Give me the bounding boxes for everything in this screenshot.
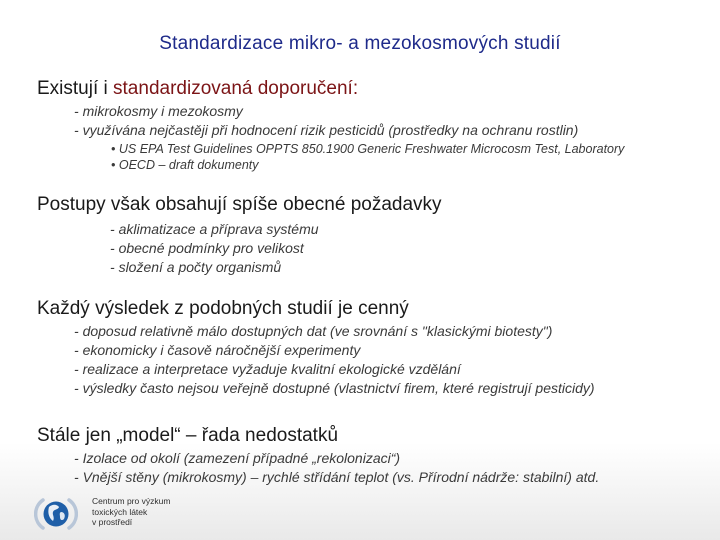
sublist-item: • US EPA Test Guidelines OPPTS 850.1900 Generic Freshwater Microcosm Test, Laboratory <box>111 141 624 157</box>
list-item: - obecné podmínky pro velikost <box>110 239 319 258</box>
section-heading-accent: standardizovaná doporučení: <box>113 78 359 99</box>
list-item: - realizace a interpretace vyžaduje kvalitní ekologické vzdělání <box>74 360 595 379</box>
slide-title: Standardizace mikro- a mezokosmových studií <box>159 33 561 54</box>
section-heading-model: Stále jen „model“ – řada nedostatků <box>37 425 339 446</box>
list-item: - doposud relativně málo dostupných dat (ve srovnání s "klasickými biotesty") <box>74 322 595 341</box>
logo-text-line: toxických látek <box>92 506 148 517</box>
logo-text-line: Centrum pro výzkum <box>92 496 171 506</box>
list-item: - složení a počty organismů <box>110 258 319 277</box>
sublist-item: • OECD – draft dokumenty <box>111 157 624 173</box>
section-heading-procedures: Postupy však obsahují spíše obecné požadavky <box>37 194 442 215</box>
section-list-results <box>74 322 595 398</box>
list-item: - ekonomicky i časově náročnější experimenty <box>74 341 595 360</box>
section-heading-results: Každý výsledek z podobných studií je cenný <box>37 298 409 319</box>
section-list-procedures <box>110 220 319 277</box>
institution-logo <box>34 492 214 536</box>
list-item: - využívána nejčastěji při hodnocení rizik pesticidů (prostředky na ochranu rostlin) <box>74 121 578 140</box>
section-sublist-guidelines <box>111 141 624 173</box>
globe-icon <box>34 494 78 534</box>
list-item: - Izolace od okolí (zamezení případné „rekolonizaci“) <box>74 449 599 468</box>
list-item: - Vnější stěny (mikrokosmy) – rychlé střídání teplot (vs. Přírodní nádrže: stabilní) atd. <box>74 468 599 487</box>
section-heading-standards <box>37 78 358 100</box>
section-list-model <box>74 449 599 487</box>
section-heading-prefix: Existují i <box>37 78 114 99</box>
list-item: - aklimatizace a příprava systému <box>110 220 319 239</box>
section-list-standards <box>74 102 578 140</box>
list-item: - výsledky často nejsou veřejně dostupné (vlastnictví firem, které registrují pesticidy) <box>74 379 595 398</box>
logo-text <box>92 496 170 528</box>
logo-text-line: v prostředí <box>92 517 133 527</box>
list-item: - mikrokosmy i mezokosmy <box>74 102 578 121</box>
